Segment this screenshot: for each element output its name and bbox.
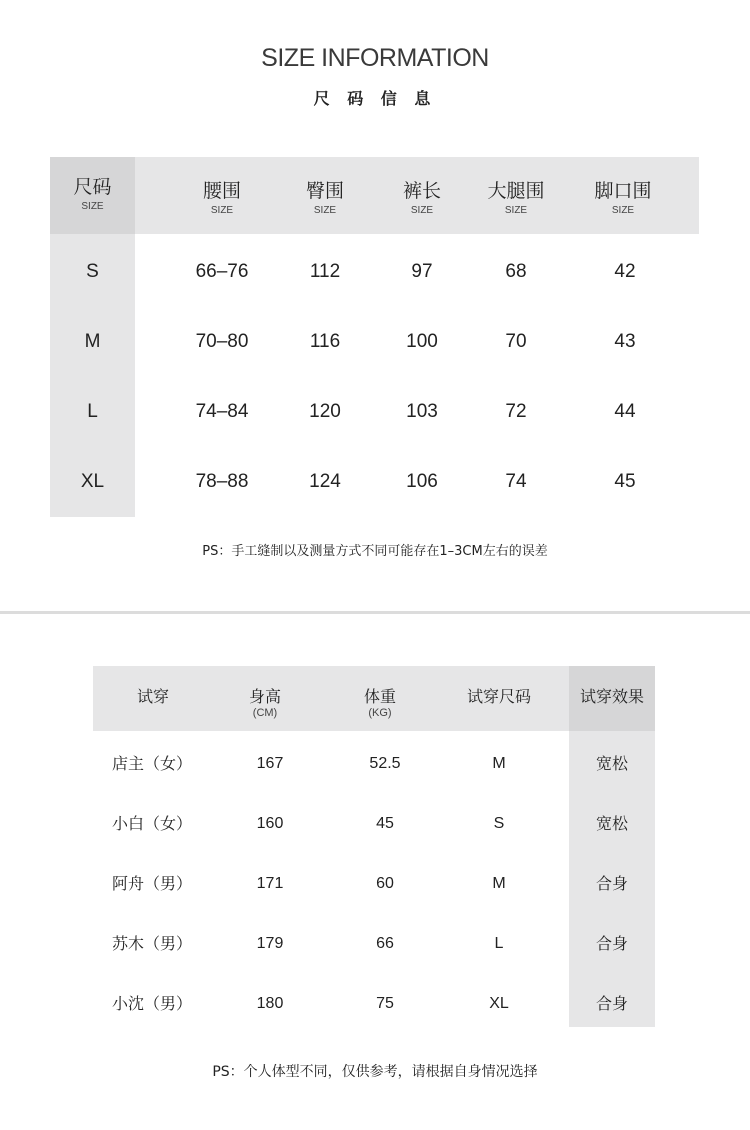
- fit-header-effect: [569, 687, 655, 707]
- size-cell-thigh: 74: [505, 471, 527, 492]
- fit-cell-effect: 合身: [595, 874, 628, 893]
- size-cell-hem: 45: [614, 471, 636, 492]
- header-label: 体重: [363, 687, 396, 706]
- fit-cell-effect: 合身: [595, 934, 628, 953]
- size-header-length: [372, 179, 472, 217]
- fit-header-tester: [98, 687, 208, 707]
- header-sublabel: SIZE: [313, 205, 337, 216]
- size-cell-size: XL: [80, 471, 105, 492]
- size-cell-hip: 124: [309, 471, 341, 492]
- header-label: 身高: [248, 687, 281, 706]
- fit-cell-height: 171: [256, 875, 284, 892]
- fit-cell-height: 160: [256, 815, 284, 832]
- header-label: 试穿: [136, 687, 169, 706]
- fit-cell-tester: 小沈（男）: [111, 994, 192, 1013]
- fit-cell-height: 179: [256, 935, 284, 952]
- header-sublabel: (CM): [252, 707, 278, 719]
- fit-cell-height: 180: [256, 995, 284, 1012]
- size-cell-waist: 70–80: [195, 331, 249, 352]
- fit-header-size: [441, 687, 557, 707]
- size-cell-hem: 42: [614, 261, 636, 282]
- fit-cell-tester: 阿舟（男）: [111, 874, 192, 893]
- size-header-hip: [275, 179, 375, 217]
- measurement-note: PS：手工缝制以及测量方式不同可能存在1–3CM左右的误差: [202, 544, 548, 559]
- header-sublabel: SIZE: [410, 205, 434, 216]
- header-sublabel: SIZE: [504, 205, 528, 216]
- page-title-cn: 尺 码 信 息: [313, 89, 437, 108]
- header-sublabel: SIZE: [611, 205, 635, 216]
- size-cell-length: 97: [411, 261, 433, 282]
- size-cell-thigh: 72: [505, 401, 527, 422]
- fit-cell-weight: 45: [376, 815, 394, 832]
- fit-cell-weight: 60: [376, 875, 394, 892]
- page-title-en: SIZE INFORMATION: [261, 44, 489, 72]
- fit-cell-effect: 宽松: [595, 814, 628, 833]
- fit-cell-tester: 苏木（男）: [111, 934, 192, 953]
- fit-cell-effect: 宽松: [595, 754, 628, 773]
- fit-cell-size: S: [493, 815, 505, 832]
- header-sublabel: (KG): [368, 707, 392, 719]
- fit-table: [93, 666, 655, 1028]
- size-cell-hip: 112: [309, 261, 341, 282]
- size-cell-hip: 116: [309, 331, 341, 352]
- fit-cell-size: XL: [489, 995, 509, 1012]
- size-header-size: [50, 175, 135, 213]
- fit-header-weight: [330, 687, 430, 719]
- fit-cell-tester: 店主（女）: [111, 754, 192, 773]
- size-cell-hip: 120: [309, 401, 341, 422]
- size-cell-size: L: [87, 401, 98, 422]
- size-header-thigh: [466, 179, 566, 217]
- size-header-hem: [573, 179, 673, 217]
- header-label: 裤长: [402, 180, 441, 202]
- header-sublabel: SIZE: [210, 205, 234, 216]
- header-label: 脚口围: [594, 180, 652, 202]
- header-label: 臀围: [305, 180, 344, 202]
- size-cell-thigh: 68: [505, 261, 527, 282]
- size-cell-length: 106: [406, 471, 438, 492]
- header-label: 大腿围: [487, 180, 545, 202]
- size-cell-size: S: [86, 261, 99, 282]
- fit-cell-weight: 52.5: [369, 755, 401, 772]
- size-header-waist: [172, 179, 272, 217]
- fit-cell-size: L: [494, 935, 504, 952]
- fit-cell-size: M: [492, 875, 506, 892]
- size-cell-length: 100: [406, 331, 438, 352]
- fit-note: PS：个人体型不同，仅供参考，请根据自身情况选择: [212, 1064, 538, 1080]
- header-sublabel: SIZE: [81, 201, 104, 212]
- header-label: 尺码: [73, 176, 112, 198]
- size-cell-thigh: 70: [505, 331, 527, 352]
- size-cell-size: M: [84, 331, 101, 352]
- fit-header-height: [215, 687, 315, 719]
- fit-cell-tester: 小白（女）: [111, 814, 192, 833]
- size-cell-hem: 43: [614, 331, 636, 352]
- size-cell-waist: 74–84: [195, 401, 249, 422]
- size-table: [50, 157, 699, 517]
- size-cell-waist: 78–88: [195, 471, 249, 492]
- fit-cell-weight: 66: [376, 935, 394, 952]
- size-cell-waist: 66–76: [195, 261, 249, 282]
- fit-cell-size: M: [492, 755, 506, 772]
- section-divider: [0, 611, 750, 614]
- header-label: 试穿效果: [579, 687, 644, 706]
- size-cell-hem: 44: [614, 401, 636, 422]
- fit-cell-effect: 合身: [595, 994, 628, 1013]
- header-label: 试穿尺码: [466, 687, 531, 706]
- header-label: 腰围: [202, 180, 241, 202]
- fit-cell-height: 167: [256, 755, 284, 772]
- size-cell-length: 103: [406, 401, 438, 422]
- fit-cell-weight: 75: [376, 995, 394, 1012]
